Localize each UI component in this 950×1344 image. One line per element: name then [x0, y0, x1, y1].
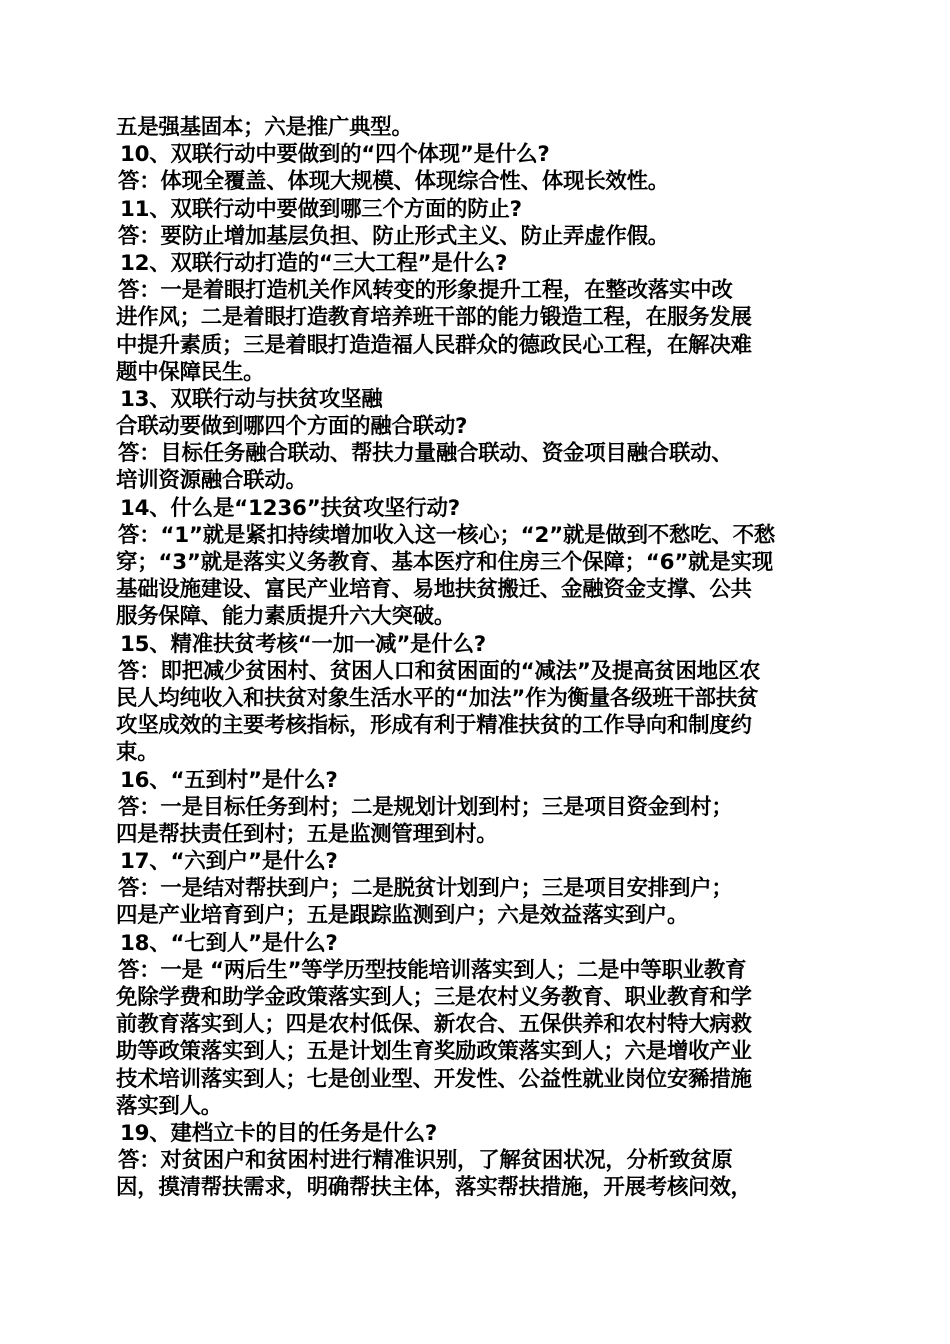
answer-line: 答：“1”就是紧扣持续增加收入这一核心；“2”就是做到不愁吃、不愁 — [118, 522, 775, 548]
answer-line: 答：要防止增加基层负担、防止形式主义、防止弄虚作假。 — [118, 223, 669, 249]
text-line: 题中保障民生。 — [116, 359, 265, 385]
answer-line: 答：即把减少贫困村、贫困人口和贫困面的“减法”及提高贫困地区农 — [118, 658, 761, 684]
question-line: 14、什么是“1236”扶贫攻坚行动? — [120, 495, 460, 521]
question-line: 16、“五到村”是什么? — [120, 767, 338, 793]
text-line: 服务保障、能力素质提升六大突破。 — [116, 604, 456, 630]
text-line: 攻坚成效的主要考核指标，形成有利于精准扶贫的工作导向和制度约 — [116, 713, 752, 739]
answer-line: 答：一是结对帮扶到户；二是脱贫计划到户；三是项目安排到户； — [118, 876, 733, 902]
text-line: 培训资源融合联动。 — [116, 468, 307, 494]
text-line: 民人均纯收入和扶贫对象生活水平的“加法”作为衡量各级班干部扶贫 — [116, 685, 759, 711]
text-line: 四是产业培育到户；五是跟踪监测到户；六是效益落实到户。 — [116, 903, 689, 929]
answer-line: 答：一是着眼打造机关作风转变的形象提升工程，在整改落实中改 — [118, 278, 733, 304]
document-page — [116, 114, 840, 1202]
text-line: 落实到人。 — [116, 1093, 222, 1119]
answer-line: 答：一是 “两后生”等学历型技能培训落实到人；二是中等职业教育 — [118, 957, 747, 983]
question-line: 12、双联行动打造的“三大工程”是什么? — [120, 250, 508, 276]
text-line: 穿；“3”就是落实义务教育、基本医疗和住房三个保障；“6”就是实现 — [116, 550, 773, 575]
text-line: 进作风；二是着眼打造教育培养班干部的能力锻造工程，在服务发展 — [116, 305, 752, 331]
question-line: 13、双联行动与扶贫攻坚融 — [120, 386, 383, 412]
text-line: 前教育落实到人；四是农村低保、新农合、五保供养和农村特大病救 — [116, 1012, 752, 1038]
question-line: 15、精准扶贫考核“一加一减”是什么? — [120, 631, 486, 657]
text-line: 助等政策落实到人；五是计划生育奖励政策落实到人；六是增收产业 — [116, 1039, 752, 1065]
question-line: 19、建档立卡的目的任务是什么? — [120, 1120, 438, 1146]
text-line: 束。 — [116, 740, 159, 766]
text-line: 技术培训落实到人；七是创业型、开发性、公益性就业岗位安豨措施 — [116, 1066, 752, 1092]
text-line: 中提升素质；三是着眼打造造福人民群众的德政民心工程，在解决难 — [116, 332, 752, 358]
text-line: 免除学费和助学金政策落实到人；三是农村义务教育、职业教育和学 — [116, 985, 752, 1010]
text-line: 基础设施建设、富民产业培育、易地扶贫搬迁、金融资金支撑、公共 — [116, 577, 752, 603]
question-line: 10、双联行动中要做到的“四个体现”是什么? — [120, 142, 550, 168]
text-line: 因，摸清帮扶需求，明确帮扶主体，落实帮扶措施，开展考核问效， — [116, 1175, 752, 1201]
answer-line: 答：一是目标任务到村；二是规划计划到村；三是项目资金到村； — [118, 794, 733, 820]
question-line: 17、“六到户”是什么? — [120, 849, 338, 875]
text-line: 五是强基固本；六是推广典型。 — [116, 115, 413, 140]
answer-line: 答：目标任务融合联动、帮扶力量融合联动、资金项目融合联动、 — [118, 441, 733, 467]
text-line: 合联动要做到哪四个方面的融合联动? — [116, 414, 468, 440]
text-line: 四是帮扶责任到村；五是监测管理到村。 — [116, 821, 498, 847]
question-line: 11、双联行动中要做到哪三个方面的防止? — [120, 196, 522, 222]
answer-line: 答：体现全覆盖、体现大规模、体现综合性、体现长效性。 — [118, 169, 669, 195]
question-line: 18、“七到人”是什么? — [120, 930, 338, 956]
answer-line: 答：对贫困户和贫困村进行精准识别，了解贫困状况，分析致贫原 — [118, 1148, 733, 1174]
